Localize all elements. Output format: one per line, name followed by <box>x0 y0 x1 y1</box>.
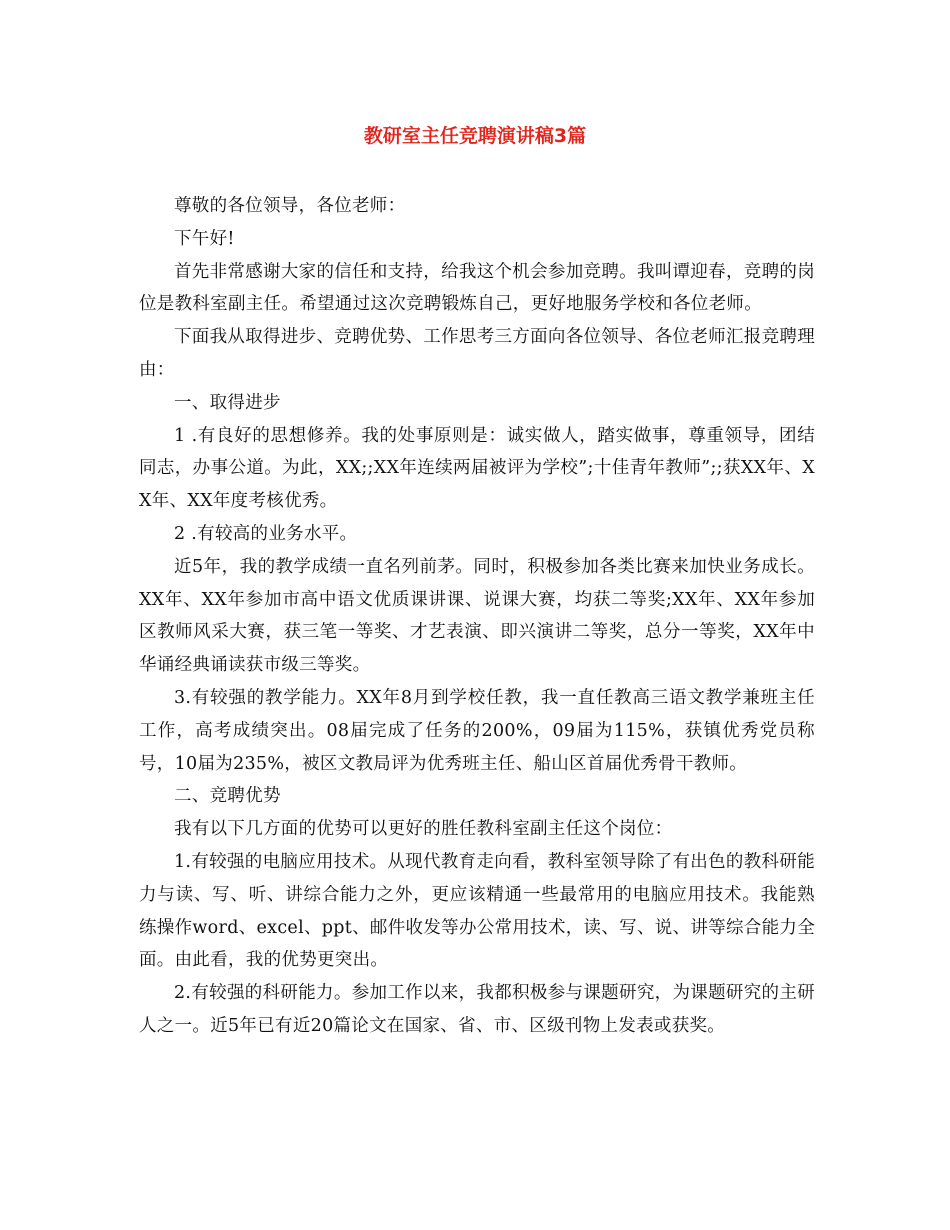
paragraph-salutation: 尊敬的各位领导，各位老师： <box>174 196 406 216</box>
document-title: 教研室主任竞聘演讲稿3篇 <box>363 125 587 147</box>
paragraph-advantage-2: 2.有较强的科研能力。参加工作以来，我都积极参与课题研究，为课题研究的主研人之一。近5年已有近20篇论文在国家、省、市、区级刊物上发表或获奖。 <box>139 983 815 1036</box>
paragraph-point-1: 1 .有良好的思想修养。我的处事原则是：诚实做人，踏实做事，尊重领导，团结同志，办事公道。为此，XX;;XX年连续两届被评为学校”;十佳青年教师”;;获XX年、XX年、XX年度考核优秀。 <box>139 425 815 512</box>
paragraph-introduction: 首先非常感谢大家的信任和支持，给我这个机会参加竞聘。我叫谭迎春，竞聘的岗位是教科室副主任。希望通过这次竞聘锻炼自己，更好地服务学校和各位老师。 <box>139 261 815 315</box>
paragraph-advantages-intro: 我有以下几方面的优势可以更好的胜任教科室副主任这个岗位： <box>174 819 673 840</box>
paragraph-point-2-detail: 近5年，我的教学成绩一直名列前茅。同时，积极参加各类比赛来加快业务成长。XX年、XX年参加市高中语文优质课讲课、说课大赛，均获二等奖;XX年、XX年参加区教师风采大赛，获三笔一等奖、才艺表演、即兴演讲二等奖，总分一等奖，XX年中华诵经典诵读获市级三等奖。 <box>139 556 815 676</box>
paragraph-greeting: 下午好! <box>174 228 235 249</box>
paragraph-point-3: 3.有较强的教学能力。XX年8月到学校任教，我一直任教高三语文教学兼班主任工作，高考成绩突出。08届完成了任务的200%，09届为115%，获镇优秀党员称号，10届为235%，被区文教局评为优秀班主任、船山区首届优秀骨干教师。 <box>139 687 815 774</box>
section-heading-advantages: 二、竞聘优势 <box>174 786 281 807</box>
paragraph-outline: 下面我从取得进步、竞聘优势、工作思考三方面向各位领导、各位老师汇报竞聘理由： <box>139 327 815 380</box>
document-body <box>139 190 815 1043</box>
paragraph-point-2: 2 .有较高的业务水平。 <box>174 523 358 544</box>
section-heading-progress: 一、取得进步 <box>174 392 281 413</box>
paragraph-advantage-1: 1.有较强的电脑应用技术。从现代教育走向看，教科室领导除了有出色的教科研能力与读、写、听、讲综合能力之外，更应该精通一些最常用的电脑应用技术。我能熟练操作word、excel、ppt、邮件收发等办公常用技术，读、写、说、讲等综合能力全面。由此看，我的优势更突出。 <box>139 851 815 971</box>
